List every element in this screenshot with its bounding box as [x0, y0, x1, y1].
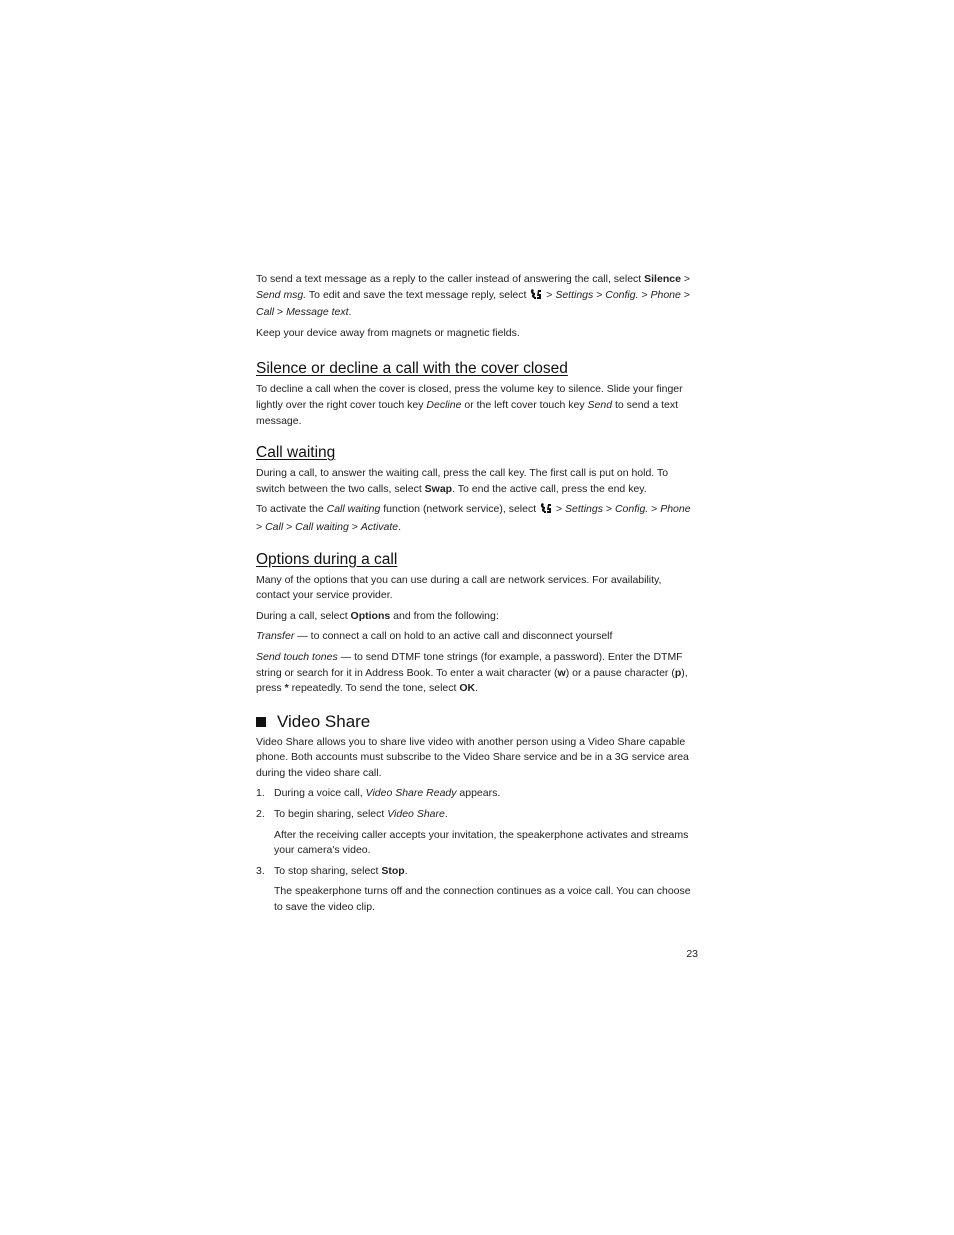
section-heading-silence: Silence or decline a call with the cover closed — [256, 360, 568, 378]
page-content — [256, 272, 698, 921]
video-share-steps — [256, 786, 698, 915]
options-select-paragraph: During a call, select Options and from the following: — [256, 609, 499, 622]
option-send-touch-tones: Send touch tones — to send DTMF tone strings (for example, a password). Enter the DTMF string or search for it in Address Book. To enter a wait character (w) or a pause character (p), press * repeatedly. To send the tone, select OK. — [256, 650, 688, 695]
options-intro-paragraph: Many of the options that you can use during a call are network services. For availability, contact your service provider. — [256, 573, 662, 602]
section-heading-options: Options during a call — [256, 550, 398, 568]
page-number: 23 — [686, 948, 698, 960]
step-note: The speakerphone turns off and the connection continues as a voice call. You can choose to save the video clip. — [274, 885, 691, 914]
video-share-intro: Video Share allows you to share live video with another person using a Video Share capable phone. Both accounts must subscribe to the Video Share service and be in a 3G service area during the video share call. — [256, 735, 689, 779]
intro-reply-paragraph: To send a text message as a reply to the caller instead of answering the call, select Silence > Send msg. To edit and save the text message reply, select > Settings > Config. > Phone > Call > Message text. — [256, 273, 690, 319]
option-transfer: Transfer — to connect a call on hold to an active call and disconnect yourself — [256, 630, 613, 643]
menu-key-icon — [540, 502, 552, 520]
list-item: 3. To stop sharing, select Stop. The speakerphone turns off and the connection continues as a voice call. You can choose to save the video clip. — [256, 864, 698, 916]
call-waiting-paragraph: During a call, to answer the waiting call, press the call key. The first call is put on hold. To switch between the two calls, select Swap. To end the active call, press the end key. — [256, 467, 669, 495]
list-item: 2. To begin sharing, select Video Share. After the receiving caller accepts your invitation, the speakerphone activates and streams your camera's video. — [256, 807, 698, 859]
menu-key-icon — [530, 288, 542, 306]
silence-paragraph: To decline a call when the cover is closed, press the volume key to silence. Slide your finger lightly over the right cover touch key Decline or the left cover touch key Send to send a text message. — [256, 383, 683, 427]
list-item: 1. During a voice call, Video Share Ready appears. — [256, 787, 501, 800]
section-heading-call-waiting: Call waiting — [256, 444, 336, 462]
section-heading-video-share: Video Share — [256, 711, 698, 733]
call-waiting-activate-paragraph: To activate the Call waiting function (network service), select > Settings > Config. > Phone > Call > Call waiting > Activate. — [256, 503, 691, 533]
square-bullet-icon — [256, 717, 266, 727]
magnet-warning: Keep your device away from magnets or magnetic fields. — [256, 326, 520, 339]
step-note: After the receiving caller accepts your invitation, the speakerphone activates and streams your camera's video. — [274, 828, 689, 857]
